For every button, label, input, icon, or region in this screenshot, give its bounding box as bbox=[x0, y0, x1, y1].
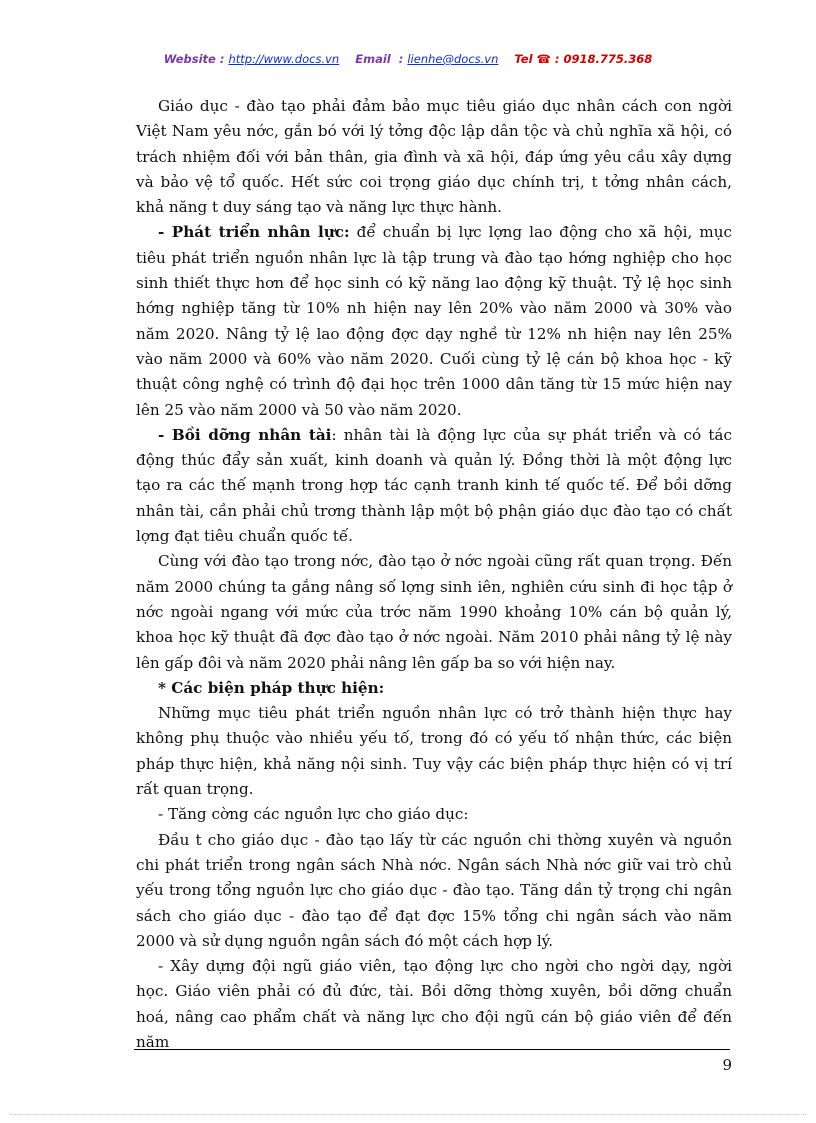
paragraph-text: : nhân tài là động lực của sự phát triển và có tác động thúc đẩy sản xuất, kinh doanh và quản lý. Đồng thời là một động lực tạo ra các thế mạnh trong hợp tác cạnh tranh kinh tế quốc tế. Để bồi dỡng nhân tài, cần phải chủ trơng thành lập một bộ phận giáo dục đào tạo có chất lợng đạt tiêu chuẩn quốc tế. bbox=[136, 425, 732, 546]
section-heading: * Các biện pháp thực hiện: bbox=[158, 678, 385, 697]
paragraph-label: - Bồi dỡng nhân tài bbox=[158, 425, 332, 444]
paragraph-label: - Phát triển nhân lực: bbox=[158, 223, 350, 242]
paragraph bbox=[136, 423, 732, 549]
paragraph: Cùng với đào tạo trong nớc, đào tạo ở nớc ngoài cũng rất quan trọng. Đến năm 2000 chúng ta gắng nâng số lợng sinh iên, nghiên cứu sinh đi học tập ở nớc ngoài ngang với mức của trớc năm 1990 khoảng 10% cán bộ quản lý, khoa học kỹ thuật đã đợc đào tạo ở nớc ngoài. Năm 2010 phải nâng tỷ lệ này lên gấp đôi và năm 2020 phải nâng lên gấp ba so với hiện nay. bbox=[136, 552, 732, 672]
page-header bbox=[0, 52, 816, 66]
website-link[interactable]: http://www.docs.vn bbox=[228, 52, 340, 66]
paragraph: - Xây dựng đội ngũ giáo viên, tạo động lực cho ngời cho ngời dạy, ngời học. Giáo viên phải có đủ đức, tài. Bồi dỡng thờng xuyên, bồi dỡng chuẩn hoá, nâng cao phẩm chất và năng lực cho đội ngũ cán bộ giáo viên để đến năm bbox=[136, 957, 732, 1051]
paragraph: Đầu t cho giáo dục - đào tạo lấy từ các nguồn chi thờng xuyên và nguồn chi phát triển trong ngân sách Nhà nớc. Ngân sách Nhà nớc giữ vai trò chủ yếu trong tổng nguồn lực cho giáo dục - đào tạo. Tăng dần tỷ trọng chi ngân sách cho giáo dục - đào tạo để đạt đợc 15% tổng chi ngân sách vào năm 2000 và sử dụng nguồn ngân sách đó một cách hợp lý. bbox=[136, 830, 732, 950]
paragraph: Những mục tiêu phát triển nguồn nhân lực có trở thành hiện thực hay không phụ thuộc vào nhiều yếu tố, trong đó có yếu tố nhận thức, các biện pháp thực hiện, khả năng nội sinh. Tuy vậy các biện pháp thực hiện có vị trí rất quan trọng. bbox=[136, 704, 732, 799]
email-link[interactable]: lienhe@docs.vn bbox=[407, 52, 499, 66]
website-label: Website : bbox=[163, 52, 225, 66]
email-separator: : bbox=[398, 52, 404, 66]
paragraph bbox=[136, 220, 732, 422]
tel-number: 0918.775.368 bbox=[563, 52, 653, 66]
footer-divider bbox=[134, 1049, 730, 1050]
page-edge-border bbox=[10, 1114, 806, 1115]
page-number: 9 bbox=[722, 1056, 732, 1074]
paragraph-text: để chuẩn bị lực lợng lao động cho xã hội, mục tiêu phát triển nguồn nhân lực là tập trung và đào tạo hớng nghiệp cho học sinh thiết thực hơn để học sinh có kỹ năng lao động kỹ thuật. Tỷ lệ học sinh hớng nghiệp tăng từ 10% nh hiện nay lên 20% vào năm 2000 và 30% vào năm 2020. Nâng tỷ lệ lao động đợc dạy nghề từ 12% nh hiện nay lên 25% vào năm 2000 và 60% vào năm 2020. Cuối cùng tỷ lệ cán bộ khoa học - kỹ thuật công nghệ có trình độ đại học trên 1000 dân tăng từ 15 mức hiện nay lên 25 vào năm 2000 và 50 vào năm 2020. bbox=[136, 223, 732, 419]
paragraph: - Tăng cờng các nguồn lực cho giáo dục: bbox=[158, 805, 469, 824]
email-label: Email bbox=[355, 52, 391, 66]
paragraph: Giáo dục - đào tạo phải đảm bảo mục tiêu giáo dục nhân cách con ngời Việt Nam yêu nớc, gắn bó với lý tởng độc lập dân tộc và chủ nghĩa xã hội, có trách nhiệm đối với bản thân, gia đình và xã hội, đáp ứng yêu cầu xây dựng và bảo vệ tổ quốc. Hết sức coi trọng giáo dục chính trị, t tởng nhân cách, khả năng t duy sáng tạo và năng lực thực hành. bbox=[136, 97, 732, 217]
document-body bbox=[136, 94, 732, 1055]
tel-label: Tel ☎ : bbox=[514, 52, 560, 66]
